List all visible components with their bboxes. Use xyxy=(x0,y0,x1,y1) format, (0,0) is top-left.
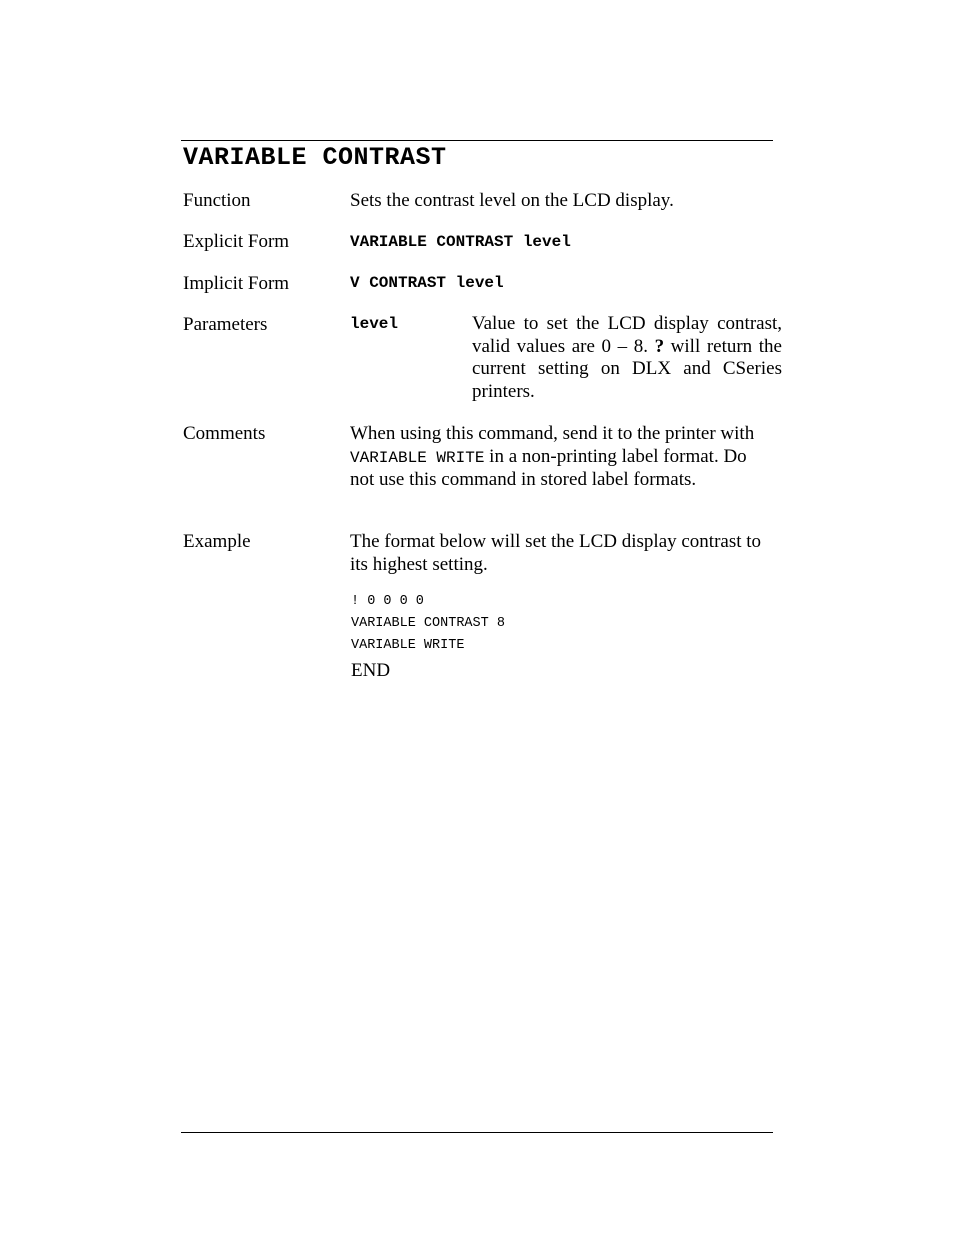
function-text: Sets the contrast level on the LCD display. xyxy=(350,190,674,211)
implicit-form-code: V CONTRAST level xyxy=(350,274,504,292)
explicit-form-label: Explicit Form xyxy=(183,231,290,252)
explicit-form-code: VARIABLE CONTRAST level xyxy=(350,233,571,251)
comments-label: Comments xyxy=(183,423,266,444)
comments-text-1: When using this command, send it to the printer with xyxy=(350,423,755,444)
comments-text xyxy=(350,423,775,492)
parameter-description xyxy=(472,313,782,403)
example-code-line: VARIABLE WRITE xyxy=(351,638,465,653)
function-label: Function xyxy=(183,190,251,211)
top-rule xyxy=(181,140,773,141)
parameter-desc-text-2: will return the current setting on DLX and CSeries printers. xyxy=(472,335,782,402)
comments-code: VARIABLE WRITE xyxy=(350,448,485,467)
example-end: END xyxy=(351,660,391,681)
example-code-line: VARIABLE CONTRAST 8 xyxy=(351,616,505,631)
parameter-desc-text: Value to set the LCD display contrast, valid values are 0 – 8. xyxy=(472,313,782,357)
parameter-name: level xyxy=(350,315,399,333)
example-label: Example xyxy=(183,531,251,552)
parameter-desc-query: ? xyxy=(654,335,665,357)
example-code-line: ! 0 0 0 0 xyxy=(351,594,424,609)
parameters-label: Parameters xyxy=(183,314,268,335)
page-title: VARIABLE CONTRAST xyxy=(183,143,447,172)
comments-text-2: in a non-printing label format. Do not use this command in stored label formats. xyxy=(350,445,747,490)
implicit-form-label: Implicit Form xyxy=(183,273,290,294)
example-text: The format below will set the LCD display contrast to its highest setting. xyxy=(350,531,762,575)
bottom-rule xyxy=(181,1132,773,1133)
